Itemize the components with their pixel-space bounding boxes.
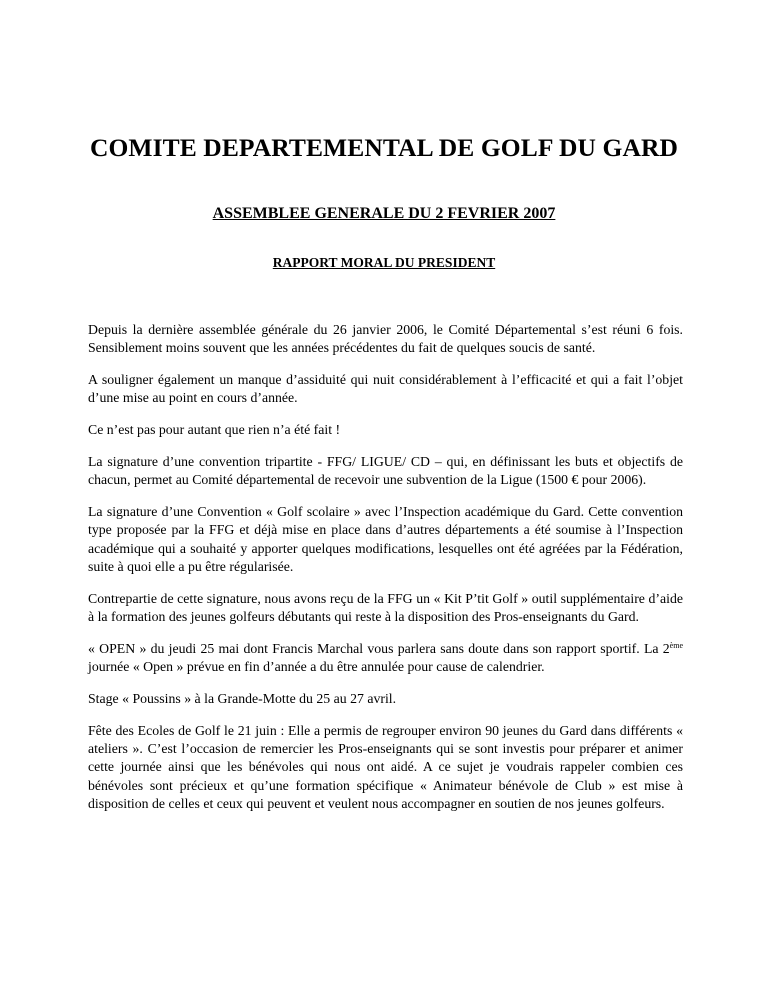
paragraph-fete-ecoles: Fête des Ecoles de Golf le 21 juin : Elle a permis de regrouper environ 90 jeunes du Gard dans différents « ateliers ». C’est l’occasion de remercier les Pros-enseignants qui se sont investis pour préparer et animer cette journée ainsi que les bénévoles qui nous ont aidé. A ce sujet je voudrais rappeler combien ces bénévoles sont précieux et qu’une formation spécifique « Animateur bénévole de Club » est mise à disposition de celles et ceux qui peuvent et veulent nous accompagner en soutien de nos jeunes golfeurs. (88, 722, 683, 811)
open-text-before: « OPEN » du jeudi 25 mai dont Francis Marchal vous parlera sans doute dans son rapport sportif. La 2 (88, 640, 670, 656)
paragraph-meetings: Depuis la dernière assemblée générale du 26 janvier 2006, le Comité Départemental s’est réuni 6 fois. Sensiblement moins souvent que les années précédentes du fait de quelques soucis de santé. (88, 322, 683, 356)
ordinal-superscript: ème (669, 640, 683, 650)
paragraph-transition: Ce n’est pas pour autant que rien n’a été fait ! (88, 422, 341, 438)
report-heading: RAPPORT MORAL DU PRESIDENT (272, 255, 496, 270)
paragraph-kit-ptit-golf: Contrepartie de cette signature, nous avons reçu de la FFG un « Kit P’tit Golf » outil supplémentaire d’aide à la formation des jeunes golfeurs débutants qui reste à la disposition des Pros-enseignants du Gard. (88, 590, 683, 625)
report-body (88, 321, 683, 827)
document-title: COMITE DEPARTEMENTAL DE GOLF DU GARD (89, 133, 679, 162)
paragraph-stage-poussins: Stage « Poussins » à la Grande-Motte du 25 au 27 avril. (88, 690, 397, 706)
paragraph-attendance: A souligner également un manque d’assiduité qui nuit considérablement à l’efficacité et qui a fait l’objet d’une mise au point en cours d’année. (88, 372, 683, 406)
paragraph-golf-scolaire: La signature d’une Convention « Golf scolaire » avec l’Inspection académique du Gard. Cette convention type proposée par la FFG et déjà mise en place dans d’autres départements a été soumise à l’Inspection académique qui a souhaité y apporter quelques modifications, lesquelles ont été agréées par la Fédération, suite à quoi elle a pu être régularisée. (88, 504, 683, 574)
open-text-after: journée « Open » prévue en fin d’année a du être annulée pour cause de calendrier. (88, 659, 545, 675)
paragraph-open (88, 640, 683, 677)
assembly-heading: ASSEMBLEE GENERALE DU 2 FEVRIER 2007 (212, 205, 556, 222)
paragraph-convention-tripartite: La signature d’une convention tripartite - FFG/ LIGUE/ CD – qui, en définissant les buts et objectifs de chacun, permet au Comité départemental de recevoir une subvention de la Ligue (1500 € pour 2006). (88, 453, 683, 488)
